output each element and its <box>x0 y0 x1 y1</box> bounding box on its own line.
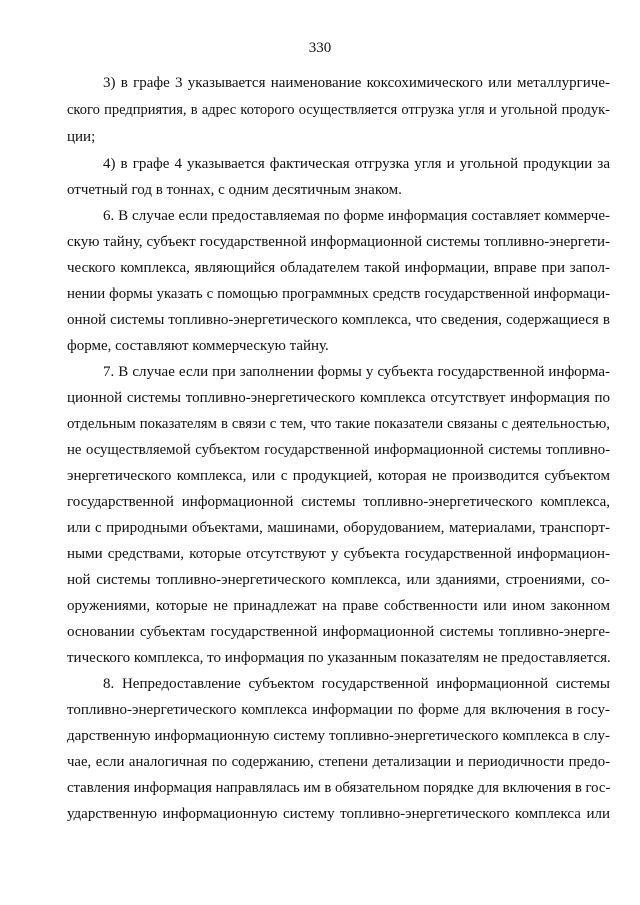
text-line: ными средствами, которые отсутствуют у субъекта государственной информацион- <box>67 546 610 562</box>
text-line: чае, если аналогичная по содержанию, степени детализации и периодичности предо- <box>67 754 610 770</box>
text-line: отчетный год в тоннах, с одним десятичным знаком. <box>67 182 402 198</box>
text-line: 3) в графе 3 указывается наименование коксохимического или металлургиче- <box>103 75 610 91</box>
text-line: 8. Непредоставление субъектом государственной информационной системы <box>103 676 610 692</box>
text-line: не осуществляемой субъектом государственной информационной системы топливно- <box>67 442 610 458</box>
text-line: тического комплекса, то информация по указанным показателям не предоставляется. <box>67 650 611 666</box>
text-line: ударственную информационную систему топливно-энергетического комплекса или <box>67 806 610 822</box>
text-line: или с природными объектами, машинами, оборудованием, материалами, транспорт- <box>67 520 610 536</box>
text-line: скую тайну, субъект государственной информационной системы топливно-энергети- <box>67 234 610 250</box>
text-line: нении формы указать с помощью программных средств государственной информаци- <box>67 286 610 302</box>
text-line: форме, составляют коммерческую тайну. <box>67 338 329 354</box>
page-number: 330 <box>308 40 332 56</box>
text-line: дарственную информационную систему топливно-энергетического комплекса в слу- <box>67 728 610 744</box>
text-line: ционной системы топливно-энергетического комплекса отсутствует информация по <box>67 390 610 406</box>
text-line: 4) в графе 4 указывается фактическая отгрузка угля и угольной продукции за <box>103 156 610 172</box>
text-line: 6. В случае если предоставляемая по форме информация составляет коммерче- <box>103 208 610 224</box>
text-line: ческого комплекса, являющийся обладателем такой информации, вправе при запол- <box>67 260 610 276</box>
text-line: 7. В случае если при заполнении формы у субъекта государственной информа- <box>103 364 610 380</box>
text-line: ского предприятия, в адрес которого осуществляется отгрузка угля и угольной продук- <box>67 102 610 118</box>
text-line: основании субъектам государственной информационной системы топливно-энерге- <box>67 624 610 640</box>
text-line: ставления информация направлялась им в обязательном порядке для включения в гос- <box>67 780 611 796</box>
text-line: ции; <box>67 129 96 145</box>
text-line: топливно-энергетического комплекса информации по форме для включения в госу- <box>67 702 610 718</box>
text-line: государственной информационной системы топливно-энергетического комплекса, <box>67 494 610 510</box>
text-line: энергетического комплекса, или с продукцией, которая не производится субъектом <box>67 468 610 484</box>
text-line: оружениями, которые не принадлежат на праве собственности или ином законном <box>67 598 610 614</box>
text-line: онной системы топливно-энергетического комплекса, что сведения, содержащиеся в <box>67 312 610 328</box>
text-line: ной системы топливно-энергетического комплекса, или зданиями, строениями, со- <box>67 572 610 588</box>
text-line: отдельным показателям в связи с тем, что такие показатели связаны с деятельностью, <box>67 416 610 432</box>
